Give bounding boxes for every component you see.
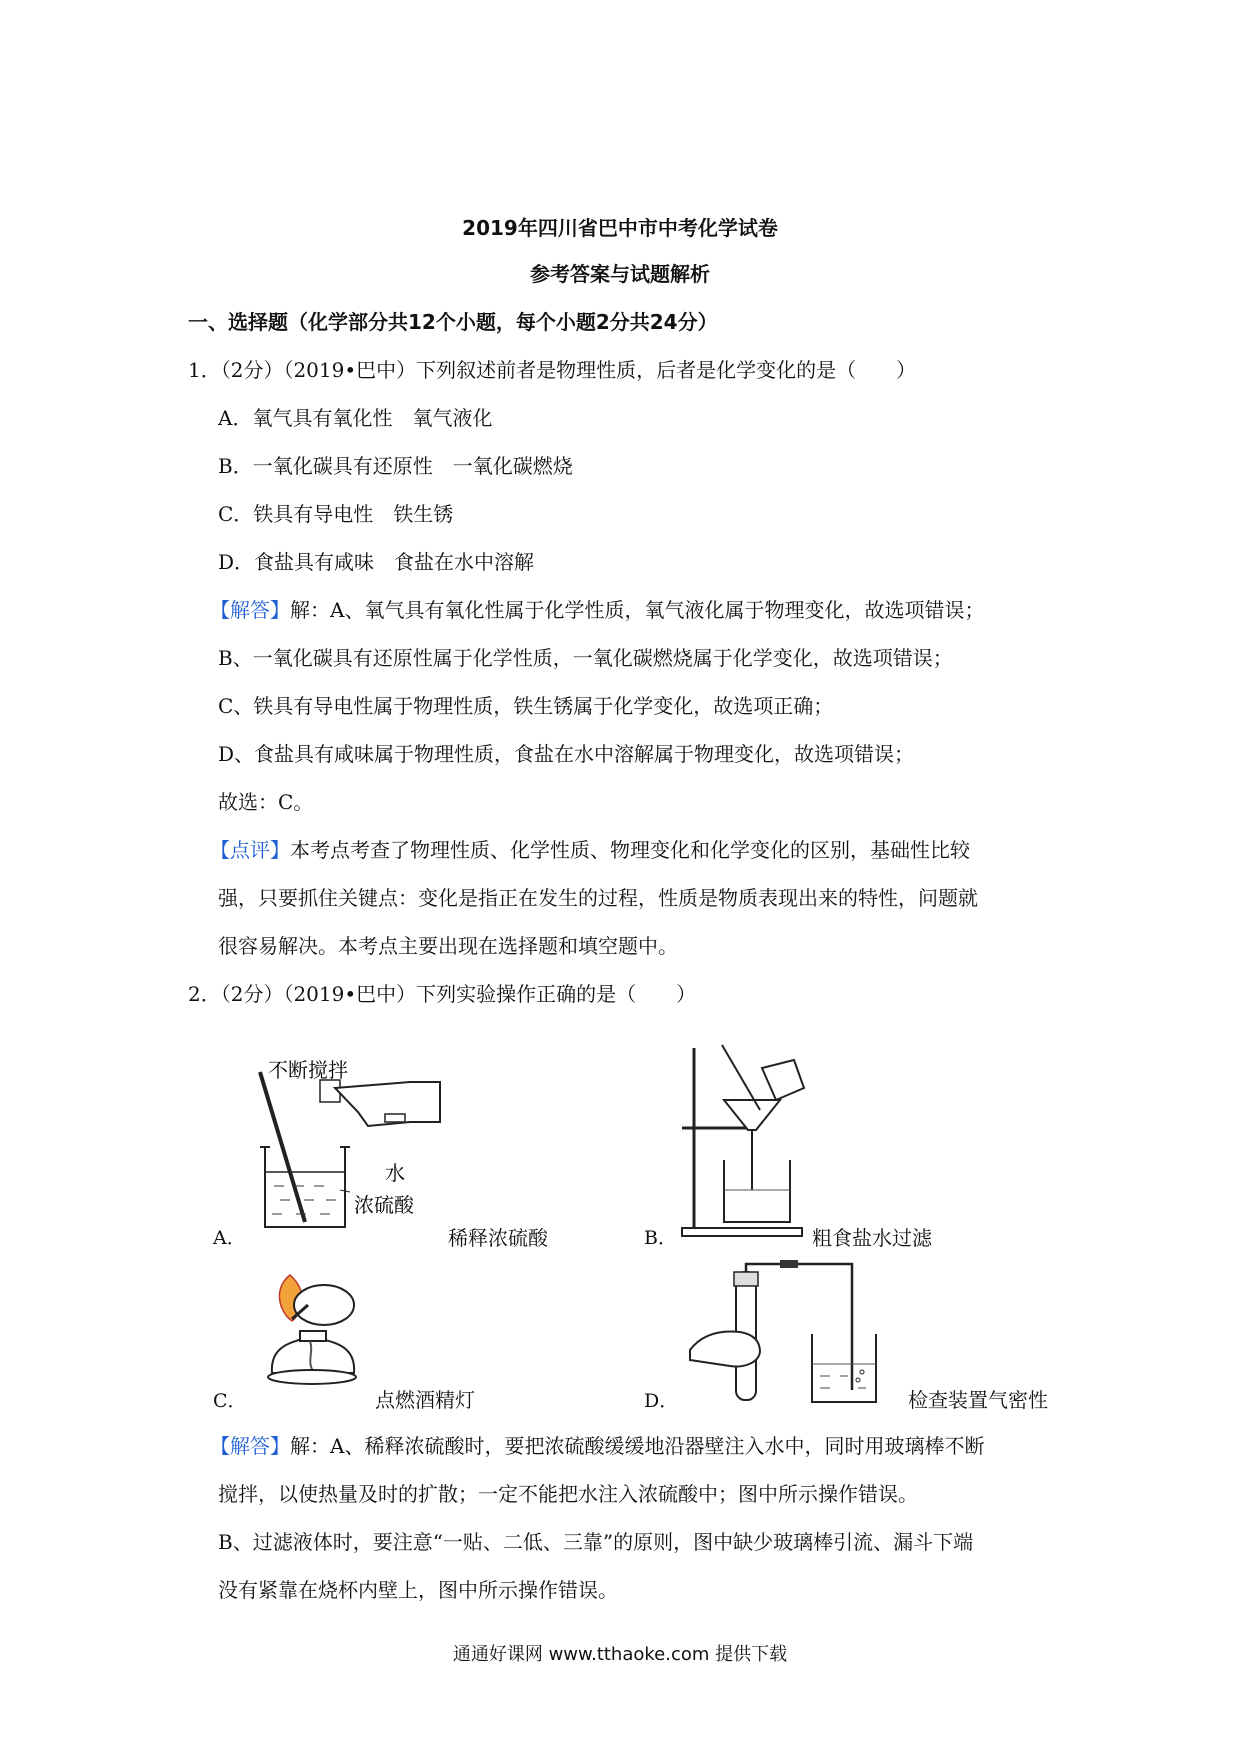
beaker-icon <box>724 1160 790 1222</box>
fig-b-letter: B． <box>644 1227 677 1249</box>
q1-comment-line-2: 强，只要抓住关键点：变化是指正在发生的过程，性质是物质表现出来的特性，问题就 <box>218 886 978 910</box>
figure-c-alcohol-lamp <box>252 1265 382 1405</box>
answer-tag: 【解答】 <box>210 1434 290 1458</box>
delivery-tube-icon <box>746 1264 852 1390</box>
fig-b-caption: 粗食盐水过滤 <box>812 1226 932 1250</box>
q1-answer-line-4: D、食盐具有咸味属于物理性质，食盐在水中溶解属于物理变化，故选项错误； <box>218 742 915 766</box>
answer-tag: 【解答】 <box>210 598 290 622</box>
label-stir: 不断搅拌 <box>268 1058 348 1082</box>
fig-c-caption: 点燃酒精灯 <box>375 1388 475 1412</box>
q2-stem: 2．（2分）（2019•巴中）下列实验操作正确的是（ ） <box>188 982 697 1006</box>
pouring-beaker-icon <box>762 1060 804 1100</box>
figure-d-airtightness <box>680 1260 940 1410</box>
fig-c-letter: C． <box>213 1390 247 1412</box>
fig-d-caption: 检查装置气密性 <box>908 1388 1048 1412</box>
label-water: 水 <box>385 1161 405 1185</box>
beaker-icon <box>265 1147 345 1227</box>
q1-answer-line-5: 故选：C。 <box>218 790 314 814</box>
q1-option-c: C．铁具有导电性 铁生锈 <box>218 502 454 526</box>
alcohol-lamp-icon <box>272 1339 354 1373</box>
section-title: 一、选择题（化学部分共12个小题，每个小题2分共24分） <box>188 310 718 334</box>
q1-answer-line-1: 【解答】解：A、氧气具有氧化性属于化学性质，氧气液化属于物理变化，故选项错误； <box>210 598 985 622</box>
fig-a-caption: 稀释浓硫酸 <box>448 1226 548 1250</box>
q1-answer-line-3: C、铁具有导电性属于物理性质，铁生锈属于化学变化，故选项正确； <box>218 694 834 718</box>
beaker-icon <box>812 1334 876 1402</box>
hand-icon <box>690 1332 760 1367</box>
figure-a-dilute-acid <box>250 1052 450 1232</box>
q2-answer-line-3: B、过滤液体时，要注意“一贴、二低、三靠”的原则，图中缺少玻璃棒引流、漏斗下端 <box>218 1530 974 1554</box>
comment-tag: 【点评】 <box>210 838 290 862</box>
footer-credit: 通通好课网 www.tthaoke.com 提供下载 <box>452 1644 788 1665</box>
stand-base-icon <box>682 1228 802 1236</box>
label-acid: 浓硫酸 <box>354 1193 414 1217</box>
q1-option-b: B．一氧化碳具有还原性 一氧化碳燃烧 <box>218 454 573 478</box>
q1-option-a: A．氧气具有氧化性 氧气液化 <box>218 406 493 430</box>
fig-d-letter: D． <box>644 1390 679 1412</box>
tilted-lamp-icon <box>294 1285 354 1325</box>
figure-b-filtration <box>672 1040 822 1240</box>
q1-comment-line-3: 很容易解决。本考点主要出现在选择题和填空题中。 <box>218 934 678 958</box>
funnel-icon <box>724 1100 780 1130</box>
q2-answer-line-1: 【解答】解：A、稀释浓硫酸时，要把浓硫酸缓缓地沿器壁注入水中，同时用玻璃棒不断 <box>210 1434 985 1458</box>
q2-answer-line-2: 搅拌，以使热量及时的扩散；一定不能把水注入浓硫酸中；图中所示操作错误。 <box>218 1482 918 1506</box>
q2-answer-line-4: 没有紧靠在烧杯内壁上，图中所示操作错误。 <box>218 1578 618 1602</box>
q1-comment-line-1: 【点评】本考点考查了物理性质、化学性质、物理变化和化学变化的区别，基础性比较 <box>210 838 970 862</box>
fig-a-letter: A． <box>213 1227 246 1249</box>
page-subtitle: 参考答案与试题解析 <box>530 262 710 286</box>
q1-stem: 1．（2分）（2019•巴中）下列叙述前者是物理性质，后者是化学变化的是（ ） <box>188 358 917 382</box>
q1-answer-line-2: B、一氧化碳具有还原性属于化学性质，一氧化碳燃烧属于化学变化，故选项错误； <box>218 646 953 670</box>
page-title: 2019年四川省巴中市中考化学试卷 <box>462 216 778 240</box>
q1-option-d: D．食盐具有咸味 食盐在水中溶解 <box>218 550 535 574</box>
